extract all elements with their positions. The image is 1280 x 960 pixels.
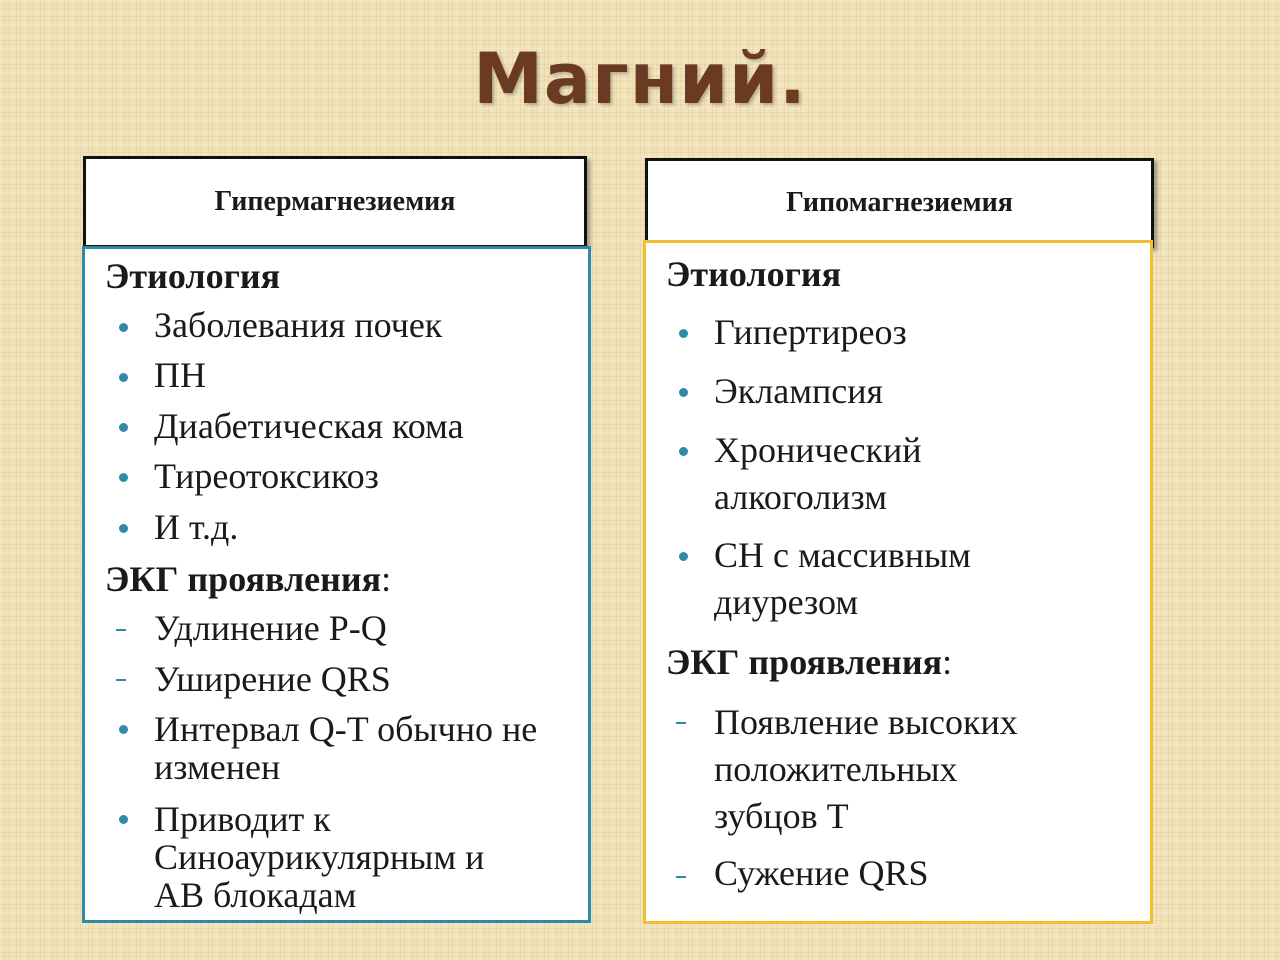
right-etiology-item <box>714 368 883 415</box>
hypomagnesemia-panel <box>643 240 1153 924</box>
dash-icon <box>116 629 126 631</box>
right-ecg-heading-text: ЭКГ проявления <box>666 642 943 682</box>
right-etiology-line: Хронический <box>714 430 922 470</box>
bullet-icon <box>679 388 688 397</box>
right-etiology-item <box>714 309 907 356</box>
left-etiology-item: ПН <box>154 355 206 395</box>
left-other-line: Синоаурикулярным и <box>154 837 485 877</box>
dash-icon <box>676 722 686 724</box>
left-etiology-heading: Этиология <box>105 256 281 296</box>
right-ecg-heading-colon: : <box>942 642 953 682</box>
right-etiology-heading: Этиология <box>666 254 842 294</box>
left-other-line: Приводит к <box>154 799 331 839</box>
left-other-item <box>154 800 484 914</box>
hypomagnesemia-header-label: Гипомагнезиемия <box>786 187 1013 218</box>
bullet-icon <box>119 373 128 382</box>
bullet-icon <box>679 552 688 561</box>
left-ecg-item: Удлинение P-Q <box>154 608 387 648</box>
hypermagnesemia-header-label: Гипермагнезиемия <box>214 186 456 217</box>
bullet-icon <box>119 815 128 824</box>
bullet-icon <box>119 725 128 734</box>
hypermagnesemia-header <box>83 156 587 248</box>
left-ecg-heading-text: ЭКГ проявления <box>105 559 382 599</box>
bullet-icon <box>119 524 128 533</box>
left-ecg-item: Уширение QRS <box>154 659 391 699</box>
bullet-icon <box>119 473 128 482</box>
right-etiology-item <box>714 427 922 521</box>
dash-icon <box>116 679 126 681</box>
right-ecg-line: Появление высоких <box>714 702 1018 742</box>
right-ecg-item <box>714 850 929 897</box>
right-etiology-line: Эклампсия <box>714 371 884 411</box>
right-ecg-line: Сужение QRS <box>714 853 929 893</box>
right-etiology-line: СН с массивным <box>714 535 971 575</box>
bullet-icon <box>119 423 128 432</box>
left-other-line: Интервал Q-T обычно не <box>154 709 538 749</box>
left-ecg-heading-colon: : <box>381 559 392 599</box>
bullet-icon <box>119 323 128 332</box>
slide-title: Магний. <box>473 38 807 120</box>
dash-icon <box>676 876 686 878</box>
right-ecg-line: положительных <box>714 749 958 789</box>
left-other-line: изменен <box>154 747 281 787</box>
bullet-icon <box>679 329 688 338</box>
right-ecg-item <box>714 699 1018 840</box>
left-other-item <box>154 710 537 786</box>
left-etiology-item: Тиреотоксикоз <box>154 456 379 496</box>
left-etiology-item: И т.д. <box>154 507 239 547</box>
left-other-line: АВ блокадам <box>154 875 357 915</box>
right-ecg-heading <box>666 641 952 683</box>
right-etiology-line: Гипертиреоз <box>714 312 907 352</box>
right-etiology-line: алкоголизм <box>714 477 888 517</box>
right-etiology-line: диурезом <box>714 582 859 622</box>
left-ecg-heading <box>105 558 391 600</box>
right-etiology-item <box>714 532 971 626</box>
bullet-icon <box>679 447 688 456</box>
hypomagnesemia-header <box>645 158 1154 248</box>
hypermagnesemia-panel <box>82 246 591 923</box>
right-ecg-line: зубцов Т <box>714 796 849 836</box>
left-etiology-item: Заболевания почек <box>154 305 443 345</box>
left-etiology-item: Диабетическая кома <box>154 406 464 446</box>
